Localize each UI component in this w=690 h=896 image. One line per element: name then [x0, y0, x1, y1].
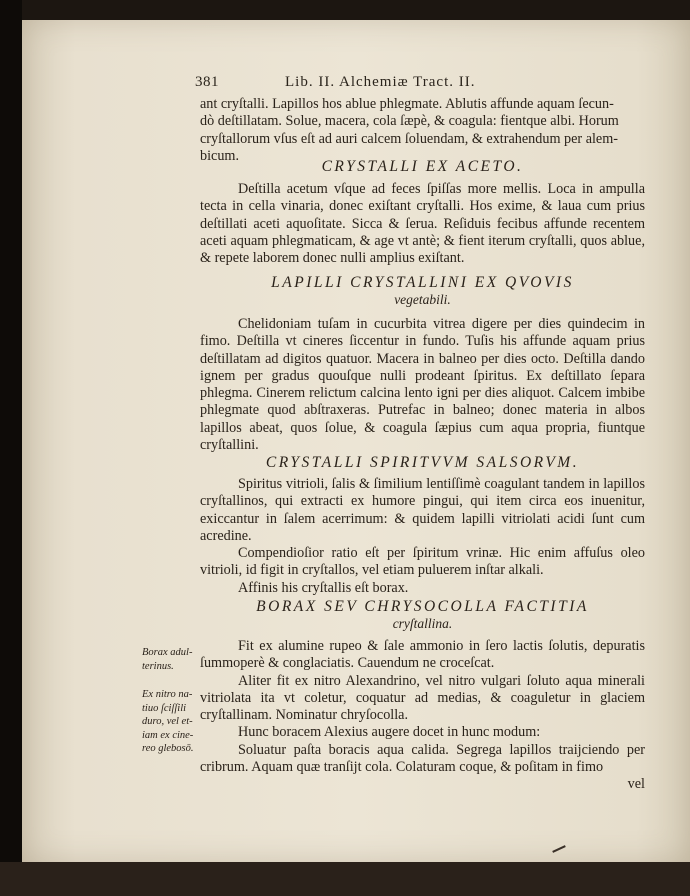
paragraph: Affinis his cryſtallis eſt borax.	[238, 579, 409, 596]
section-title-crystalli-ex-aceto: CRYSTALLI EX ACETO.	[321, 158, 524, 175]
note-line: terinus.	[142, 660, 174, 672]
marginal-note-ex-nitro	[142, 688, 198, 756]
paragraph: Fit ex alumine rupeo & ſale ammonio in ſero lactis ſolutis, depuratis ſummoperè & conglaciatis. Cauendum ne croceſcat.	[200, 638, 645, 672]
section-text-crystalli-ex-aceto	[200, 181, 645, 267]
paragraph: Soluatur paſta boracis aqua calida. Segrega lapillos traijciendo per cribrum. Aquam quæ tranſijt cola. Colaturam coque, & poſitam in fimo	[200, 741, 645, 776]
section-subtitle-vegetabili: vegetabili.	[394, 292, 451, 307]
paragraph: Deſtilla acetum vſque ad feces ſpiſſas more mellis. Loca in ampulla tecta in cella vinaria, donec exiſtant cryſtalli. Hos exime, & laua cum prius deſtillati aceti aquoſitate. Sicca & ſerua. Reſiduis fecibus affunde recentem aceti aquam phlegmaticam, & age vt antè; & fient iterum cryſtalli, quos ablue, & repete laborem donec nulli amplius exiſtant.	[200, 181, 645, 267]
paragraph: Compendioſior ratio eſt per ſpiritum vrinæ. Hic enim affuſus oleo vitrioli, id figit in cryſtallos, vel etiam puluerem inſtar alkali.	[200, 545, 645, 579]
note-line: Ex nitro na-	[142, 689, 193, 700]
marginal-note-borax-adulterinus	[142, 646, 198, 673]
note-line: iam ex cine-	[142, 729, 194, 741]
section-text-crystalli-spirituum	[200, 476, 645, 597]
section-title-borax: BORAX SEV CHRYSOCOLLA FACTITIA	[256, 598, 589, 615]
paragraph: Hunc boracem Alexius augere docet in hunc modum:	[238, 724, 541, 741]
note-line: tiuo ſciſſili	[142, 702, 187, 714]
catchword: vel	[627, 776, 645, 793]
paragraph: Chelidoniam tuſam in cucurbita vitrea digere per dies quindecim in fimo. Deſtilla vt cineres ſiccentur in fundo. Tuſis his affunde aquam prius deſtillatam ad digitos quatuor. Macera in balneo per dies octo. Deſtilla dando ignem per gradus quouſque nulli prodeant ſpiritus. Ex deſtillato ſepara phlegma. Cinerem relictum calcina lento igni per dies aliquot. Calcem imbibe phlegmate quod abſtraxeras. Putrefac in balneo; donec materia in albos lapillos abeat, quos ſolue, & coagula ſæpius cum aqua propria, fiuntque cryſtallini.	[200, 316, 645, 454]
section-subtitle-crystallina: cryſtallina.	[392, 616, 453, 631]
section-title-crystalli-spirituum: CRYSTALLI SPIRITVVM SALSORVM.	[265, 454, 580, 471]
note-line: reo glebosō.	[142, 743, 194, 754]
running-title: Lib. II. Alchemiæ Tract. II.	[285, 74, 476, 90]
note-line: Borax adul-	[142, 647, 193, 658]
text-line: ant cryſtalli. Lapillos hos ablue phlegmate. Ablutis affunde aquam ſecun-	[200, 96, 614, 112]
running-header	[195, 74, 645, 94]
scan-edge	[0, 0, 22, 896]
note-line: duro, vel et-	[142, 716, 193, 727]
paragraph: Aliter fit ex nitro Alexandrino, vel nitro vulgari ſoluto aqua minerali vitriolata ita vt coletur, coquatur ad medias, & coaguletur in glaciem cryſtallinam. Nominatur chryſocolla.	[200, 672, 645, 724]
continuation-text	[200, 96, 645, 165]
paragraph: Spiritus vitrioli, ſalis & ſimilium lentiſſimè coagulant tandem in lapillos cryſtallinos, qui extracti ex humore pingui, qui item circa eos inuenitur, exiccantur in ſalem acerrimum: & quidem lapilli vitriolati acidi ſunt cum acredine.	[200, 476, 645, 544]
section-title-lapilli-crystallini: LAPILLI CRYSTALLINI EX QVOVIS	[271, 274, 574, 291]
section-text-lapilli-crystallini	[200, 316, 645, 454]
text-line: dò deſtillatam. Solue, macera, cola ſæpè, & coagula: fientque albi. Horum	[200, 113, 619, 130]
text-line: cryſtallorum vſus eſt ad auri calcem ſoluendam, & extrahendum per alem-	[200, 130, 618, 147]
section-text-borax	[200, 638, 645, 794]
scan-bottom-edge	[0, 862, 690, 896]
page-number: 381	[195, 74, 219, 90]
text-line: bicum.	[200, 147, 240, 164]
